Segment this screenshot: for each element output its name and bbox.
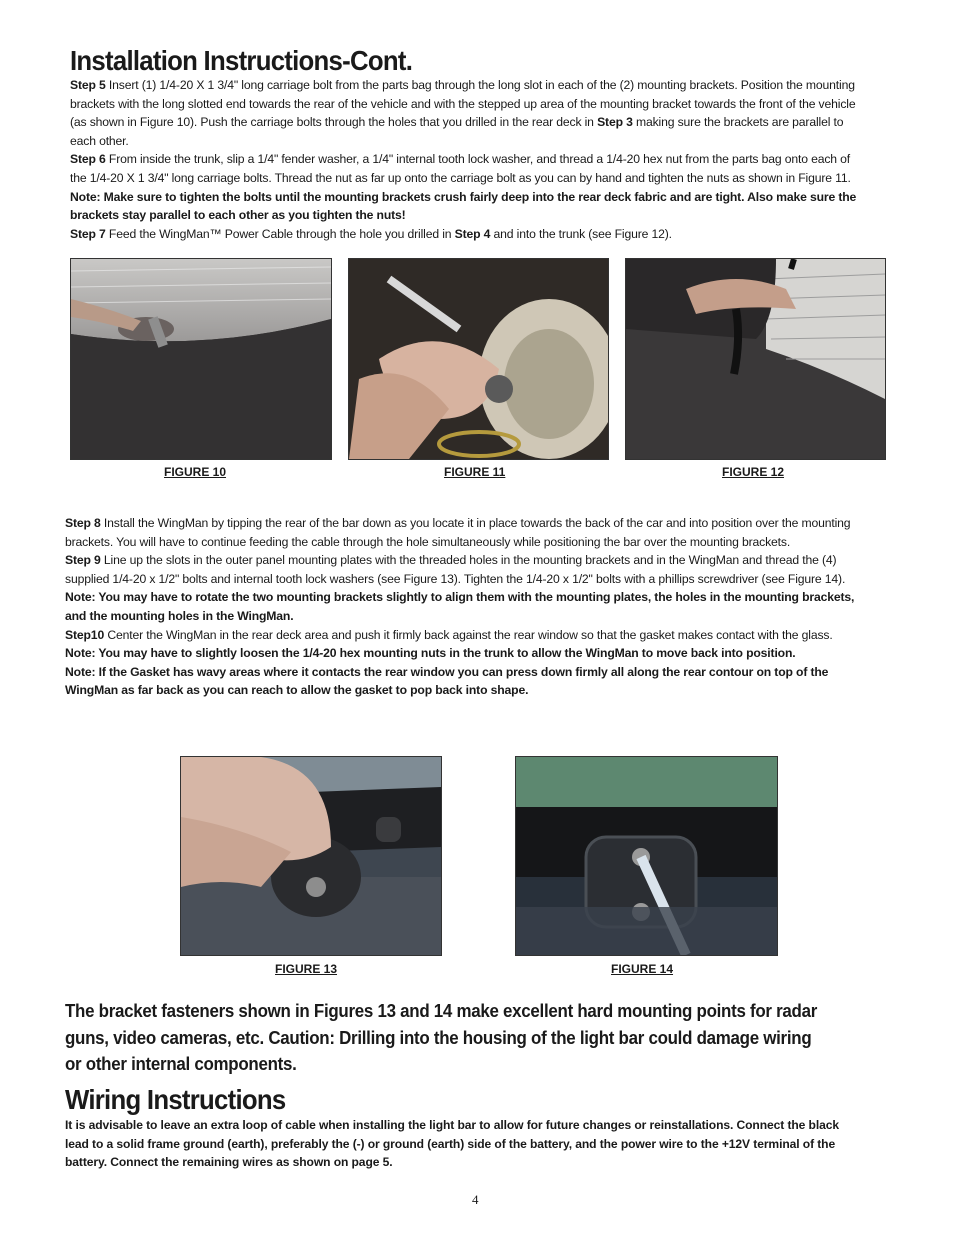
figure-14-caption: FIGURE 14	[611, 962, 674, 976]
figure-10-caption: FIGURE 10	[164, 465, 227, 479]
figure-12-photo	[625, 258, 886, 460]
step-6: Step 6 From inside the trunk, slip a 1/4" fender washer, a 1/4" internal tooth lock washer, and thread a 1/4-20 hex nut from the parts bag onto each of the 1/4-20 X 1 3/4" long carriage bolts. Thread the nut as far up onto the carriage bolt as you can by hand and tighten the nuts as shown in Figure 11. Note: Make sure to tighten the bolts until the mounting brackets crush fairly deep into the rear deck fabric and are tight. Also make sure the brackets stay parallel to each other as you tighten the nuts!	[70, 152, 857, 223]
step-9: Step 9 Line up the slots in the outer panel mounting plates with the threaded holes in the mounting brackets and in the WingMan and thread the (4) supplied 1/4-20 x 1/2" bolts and internal tooth lock washers (see Figure 13). Tighten the 1/4-20 x 1/2" bolts with a phillips screwdriver (see Figure 14). Note: You may have to rotate the two mounting brackets slightly to align them with the mounting plates, the holes in the mounting brackets, and the mounting holes in the WingMan.	[65, 553, 855, 623]
page-number: 4	[472, 1192, 479, 1207]
wiring-text: It is advisable to leave an extra loop of cable when installing the light bar to allow for future changes or reinstallations. Connect the black lead to a solid frame ground (earth), preferably the (-) or ground (earth) side of the battery, and the power wire to the +12V terminal of the battery. Connect the remaining wires as shown on page 5.	[65, 1118, 839, 1169]
step-7: Step 7 Feed the WingMan™ Power Cable through the hole you drilled in Step 4 and into the trunk (see Figure 12).	[70, 226, 672, 241]
figure-13-photo	[180, 756, 442, 956]
steps-top	[70, 76, 860, 243]
step-8: Step 8 Install the WingMan by tipping the rear of the bar down as you locate it in place towards the back of the car and into position over the mounting brackets. You will have to continue feeding the cable through the hole simultaneously while positioning the bar over the mounting brackets.	[65, 516, 851, 549]
figure-10-photo	[70, 258, 332, 460]
page-title: Installation Instructions-Cont.	[70, 45, 413, 76]
figure-11-caption: FIGURE 11	[444, 465, 506, 479]
step-10: Step10 Center the WingMan in the rear deck area and push it firmly back against the rear window so that the gasket makes contact with the glass. Note: You may have to slightly loosen the 1/4-20 hex mounting nuts in the trunk to allow the WingMan to move back into position.	[65, 627, 833, 661]
wiring-title: Wiring Instructions	[65, 1084, 286, 1115]
mounting-points-callout: The bracket fasteners shown in Figures 13 and 14 make excellent hard mounting points for radar guns, video cameras, etc. Caution: Drilling into the housing of the light bar could damage wiring or other internal components.	[65, 1001, 818, 1074]
steps-mid	[65, 514, 855, 700]
step-5: Step 5 Insert (1) 1/4-20 X 1 3/4" long carriage bolt from the parts bag through the long slot in each of the (2) mounting brackets. Position the mounting brackets with the long slotted end towards the rear of the vehicle and with the stepped up area of the mounting bracket towards the front of the vehicle (as shown in Figure 10). Push the carriage bolts through the holes that you drilled in the rear deck in Step 3 making sure the brackets are parallel to each other.	[70, 78, 856, 148]
figure-12-caption: FIGURE 12	[722, 465, 785, 479]
figure-13-caption: FIGURE 13	[275, 962, 338, 976]
gasket-note: Note: If the Gasket has wavy areas where it contacts the rear window you can press down firmly all along the rear contour on top of the WingMan as far back as you can reach to allow the gasket to pop back into shape.	[65, 664, 829, 698]
figure-11-photo	[348, 258, 609, 460]
figure-14-photo	[515, 756, 778, 956]
